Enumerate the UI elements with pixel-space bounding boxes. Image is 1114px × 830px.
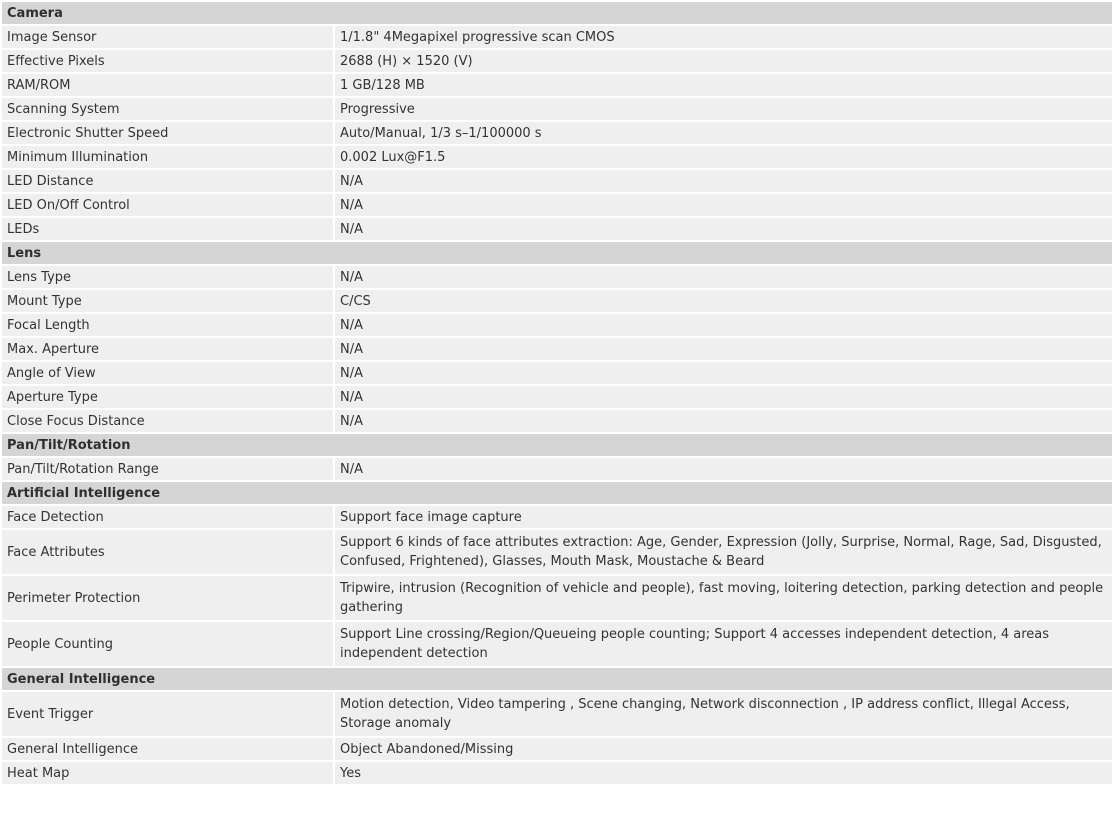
spec-value: Object Abandoned/Missing — [334, 737, 1113, 761]
spec-value: 1/1.8" 4Megapixel progressive scan CMOS — [334, 25, 1113, 49]
spec-label: Focal Length — [1, 313, 334, 337]
spec-row-close-focus-distance — [1, 409, 1113, 433]
spec-label: Angle of View — [1, 361, 334, 385]
spec-label: People Counting — [1, 621, 334, 667]
spec-label: Minimum Illumination — [1, 145, 334, 169]
spec-row-pan-tilt-rotation-range — [1, 457, 1113, 481]
spec-value: Tripwire, intrusion (Recognition of vehicle and people), fast moving, loitering detection, parking detection and people gathering — [334, 575, 1113, 621]
spec-row-leds — [1, 217, 1113, 241]
section-header-pan-tilt-rotation — [1, 433, 1113, 457]
spec-label: LEDs — [1, 217, 334, 241]
spec-label: RAM/ROM — [1, 73, 334, 97]
spec-value: 2688 (H) × 1520 (V) — [334, 49, 1113, 73]
spec-label: Mount Type — [1, 289, 334, 313]
spec-row-max-aperture — [1, 337, 1113, 361]
section-header-general-intelligence — [1, 667, 1113, 691]
spec-label: Face Detection — [1, 505, 334, 529]
spec-row-effective-pixels — [1, 49, 1113, 73]
section-title: Lens — [1, 241, 1113, 265]
spec-value: Support 6 kinds of face attributes extraction: Age, Gender, Expression (Jolly, Surprise, Normal, Rage, Sad, Disgusted, Confused, Frightened), Glasses, Mouth Mask, Moustache & Beard — [334, 529, 1113, 575]
spec-row-people-counting — [1, 621, 1113, 667]
spec-label: Face Attributes — [1, 529, 334, 575]
spec-value: Auto/Manual, 1/3 s–1/100000 s — [334, 121, 1113, 145]
spec-value: Progressive — [334, 97, 1113, 121]
section-header-lens — [1, 241, 1113, 265]
spec-label: Close Focus Distance — [1, 409, 334, 433]
spec-value: Support face image capture — [334, 505, 1113, 529]
spec-row-face-detection — [1, 505, 1113, 529]
spec-value: N/A — [334, 457, 1113, 481]
spec-value: N/A — [334, 169, 1113, 193]
spec-row-mount-type — [1, 289, 1113, 313]
spec-row-heat-map — [1, 761, 1113, 785]
spec-value: Motion detection, Video tampering , Scene changing, Network disconnection , IP address conflict, Illegal Access, Storage anomaly — [334, 691, 1113, 737]
spec-row-image-sensor — [1, 25, 1113, 49]
section-title: Pan/Tilt/Rotation — [1, 433, 1113, 457]
spec-value: C/CS — [334, 289, 1113, 313]
spec-value: Support Line crossing/Region/Queueing people counting; Support 4 accesses independent detection, 4 areas independent detection — [334, 621, 1113, 667]
spec-value: N/A — [334, 409, 1113, 433]
spec-value: N/A — [334, 337, 1113, 361]
spec-row-aperture-type — [1, 385, 1113, 409]
spec-label: LED On/Off Control — [1, 193, 334, 217]
spec-label: Heat Map — [1, 761, 334, 785]
spec-row-lens-type — [1, 265, 1113, 289]
spec-value: N/A — [334, 265, 1113, 289]
spec-label: General Intelligence — [1, 737, 334, 761]
spec-label: Image Sensor — [1, 25, 334, 49]
spec-value: N/A — [334, 217, 1113, 241]
spec-value: N/A — [334, 313, 1113, 337]
section-title: Artificial Intelligence — [1, 481, 1113, 505]
spec-row-led-on-off-control — [1, 193, 1113, 217]
spec-value: N/A — [334, 361, 1113, 385]
section-header-camera — [1, 1, 1113, 25]
section-title: Camera — [1, 1, 1113, 25]
spec-row-general-intelligence — [1, 737, 1113, 761]
spec-value: N/A — [334, 385, 1113, 409]
spec-row-perimeter-protection — [1, 575, 1113, 621]
spec-label: Aperture Type — [1, 385, 334, 409]
section-title: General Intelligence — [1, 667, 1113, 691]
spec-row-ram-rom — [1, 73, 1113, 97]
spec-row-angle-of-view — [1, 361, 1113, 385]
spec-row-scanning-system — [1, 97, 1113, 121]
spec-row-minimum-illumination — [1, 145, 1113, 169]
spec-row-led-distance — [1, 169, 1113, 193]
spec-label: Electronic Shutter Speed — [1, 121, 334, 145]
section-header-artificial-intelligence — [1, 481, 1113, 505]
spec-label: Event Trigger — [1, 691, 334, 737]
spec-row-electronic-shutter-speed — [1, 121, 1113, 145]
spec-row-focal-length — [1, 313, 1113, 337]
spec-label: Perimeter Protection — [1, 575, 334, 621]
spec-label: Effective Pixels — [1, 49, 334, 73]
spec-label: Pan/Tilt/Rotation Range — [1, 457, 334, 481]
spec-value: 1 GB/128 MB — [334, 73, 1113, 97]
spec-row-event-trigger — [1, 691, 1113, 737]
spec-label: Lens Type — [1, 265, 334, 289]
spec-label: Max. Aperture — [1, 337, 334, 361]
spec-label: LED Distance — [1, 169, 334, 193]
spec-row-face-attributes — [1, 529, 1113, 575]
spec-label: Scanning System — [1, 97, 334, 121]
spec-value: Yes — [334, 761, 1113, 785]
spec-value: 0.002 Lux@F1.5 — [334, 145, 1113, 169]
spec-value: N/A — [334, 193, 1113, 217]
spec-table-body — [1, 1, 1113, 785]
